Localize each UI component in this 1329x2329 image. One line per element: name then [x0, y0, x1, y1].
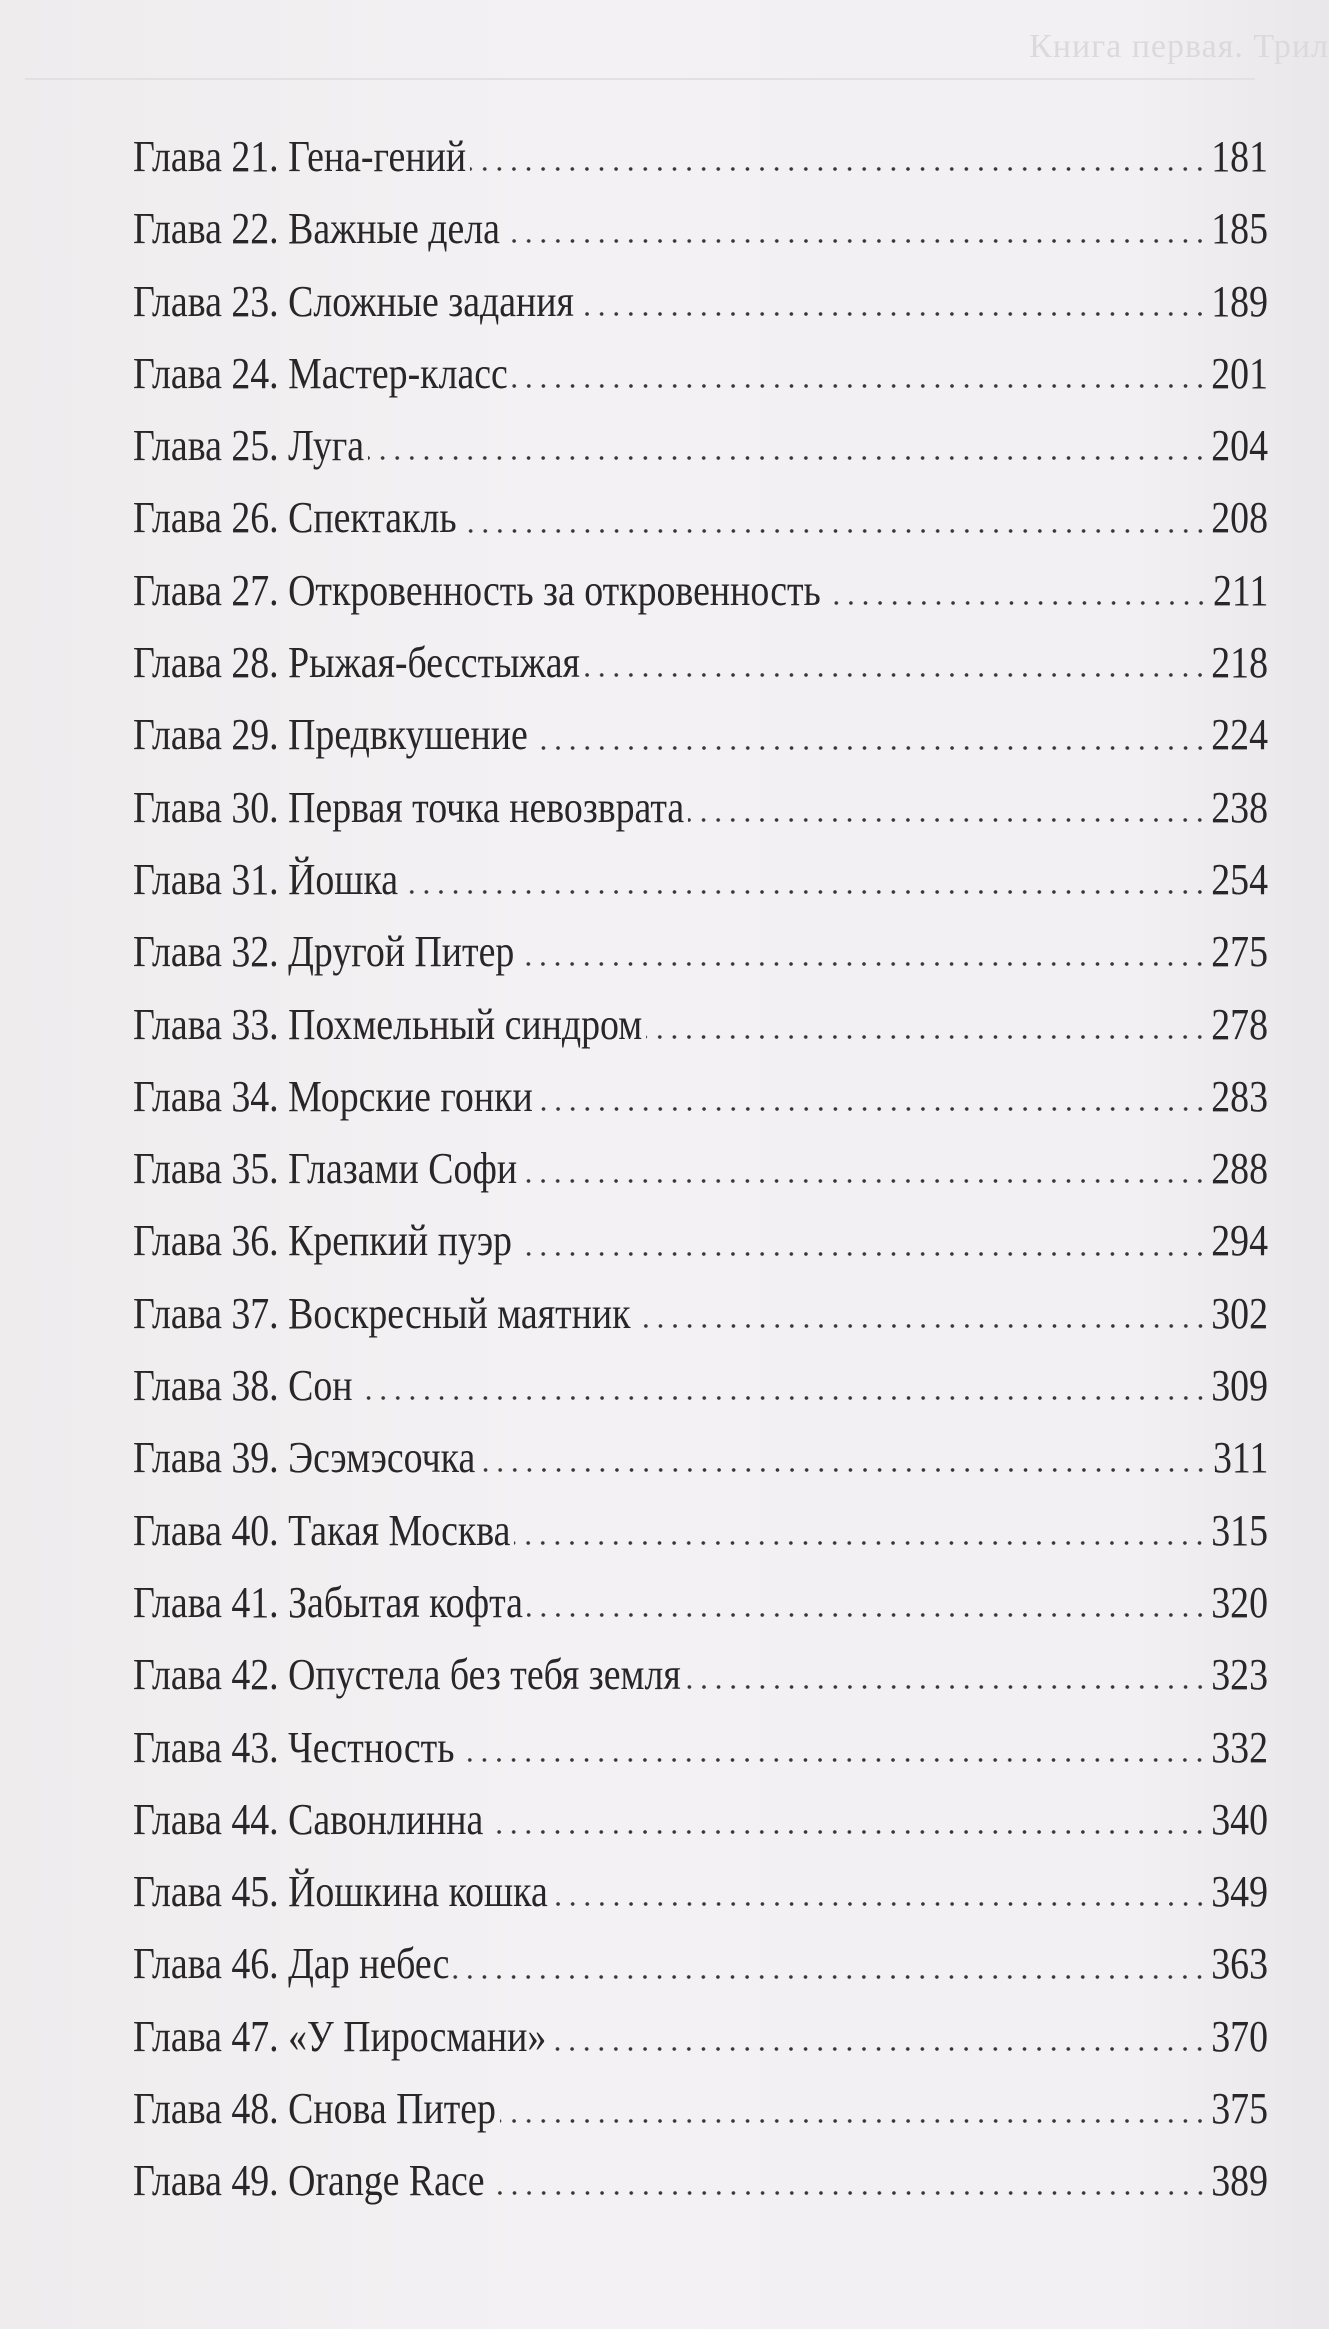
chapter-title [133, 1495, 510, 1567]
toc-entry-label [133, 1567, 523, 1639]
toc-entry [133, 2145, 1268, 2217]
toc-entry-label [133, 1350, 353, 1422]
chapter-title [133, 2145, 485, 2217]
dot-leader [635, 1292, 1208, 1336]
chapter-name: Опустела без тебя земля [288, 1650, 681, 1700]
chapter-name: Похмельный синдром [288, 999, 643, 1049]
dot-leader [532, 714, 1207, 758]
chapter-number: Глава 34. [133, 1071, 279, 1121]
dot-leader [514, 1509, 1207, 1553]
chapter-title [133, 410, 364, 482]
chapter-number: Глава 26. [133, 493, 279, 543]
page-number: 389 [1211, 2156, 1268, 2206]
chapter-name: Морские гонки [288, 1071, 533, 1121]
dot-leader [461, 497, 1208, 541]
chapter-name: Дар небес [288, 1939, 450, 1989]
chapter-name: «У Пиросмани» [288, 2011, 547, 2061]
dot-leader [521, 1147, 1207, 1191]
toc-entry [133, 627, 1268, 699]
toc-entry-label [133, 989, 642, 1061]
toc-entry [133, 338, 1268, 410]
chapter-number: Глава 45. [133, 1867, 279, 1917]
page-number: 363 [1211, 1939, 1268, 1989]
toc-entry-label [133, 2001, 546, 2073]
chapter-name: Эсэмэсочка [288, 1433, 476, 1483]
dot-leader [516, 1220, 1207, 1264]
page-number: 208 [1211, 493, 1268, 543]
page-number: 254 [1211, 854, 1268, 904]
toc-entry-label [133, 410, 364, 482]
chapter-name: Откровенность за откровенность [288, 565, 821, 615]
page-number: 311 [1212, 1433, 1268, 1483]
toc-entry [133, 699, 1268, 771]
dot-leader [537, 1075, 1208, 1119]
toc-entry-label [133, 916, 514, 988]
page-number: 375 [1211, 2084, 1268, 2134]
chapter-name: Гена-гений [288, 132, 467, 181]
toc-entry [133, 1856, 1268, 1928]
toc-entry-label [133, 1928, 449, 2000]
dot-leader [458, 1726, 1207, 1770]
chapter-title [133, 1422, 475, 1494]
toc-entry-label [133, 1712, 454, 1784]
chapter-number: Глава 44. [133, 1794, 279, 1844]
chapter-number: Глава 27. [133, 565, 279, 615]
chapter-title [133, 266, 574, 338]
page-number: 302 [1211, 1288, 1268, 1338]
chapter-title [133, 1278, 631, 1350]
toc-entry [133, 1784, 1268, 1856]
toc-entry [133, 121, 1268, 193]
chapter-number: Глава 42. [133, 1650, 279, 1700]
page-number: 185 [1211, 204, 1268, 254]
chapter-name: Orange Race [288, 2156, 485, 2206]
toc-entry [133, 266, 1268, 338]
chapter-title [133, 844, 398, 916]
page-number: 201 [1211, 348, 1268, 398]
toc-entry [133, 2073, 1268, 2145]
chapter-title [133, 2001, 546, 2073]
running-header-bleedthrough: Книга первая. Трил [1029, 28, 1329, 65]
toc-entry-label [133, 1133, 517, 1205]
toc-entry [133, 555, 1268, 627]
chapter-title [133, 1205, 512, 1277]
toc-entry [133, 410, 1268, 482]
toc-entry [133, 916, 1268, 988]
page-number: 181 [1211, 132, 1268, 181]
toc-entry-label [133, 627, 580, 699]
toc-entry [133, 772, 1268, 844]
chapter-name: Спектакль [288, 493, 457, 543]
chapter-number: Глава 32. [133, 927, 279, 977]
dot-leader [578, 280, 1207, 324]
chapter-title [133, 1639, 681, 1711]
toc-entry [133, 1495, 1268, 1567]
chapter-number: Глава 25. [133, 421, 279, 471]
page-number: 315 [1211, 1505, 1268, 1555]
dot-leader [489, 2159, 1208, 2203]
chapter-number: Глава 22. [133, 204, 279, 254]
chapter-title [133, 989, 642, 1061]
toc-entry-label [133, 193, 500, 265]
toc-entry-label [133, 1061, 533, 1133]
chapter-name: Йошкина кошка [288, 1867, 548, 1917]
page-number: 370 [1211, 2011, 1268, 2061]
chapter-number: Глава 49. [133, 2156, 279, 2206]
toc-entry-label [133, 844, 398, 916]
dot-leader [518, 930, 1207, 974]
toc-entry-label [133, 1495, 510, 1567]
chapter-number: Глава 39. [133, 1433, 279, 1483]
toc-entry [133, 1061, 1268, 1133]
chapter-name: Рыжая-бесстыжая [288, 638, 580, 688]
dot-leader [500, 2087, 1207, 2131]
toc-entry-label [133, 482, 457, 554]
dot-leader [368, 424, 1207, 468]
chapter-title [133, 482, 457, 554]
chapter-title [133, 1928, 449, 2000]
chapter-number: Глава 23. [133, 276, 279, 326]
table-of-contents [133, 121, 1268, 2218]
toc-entry-label [133, 699, 528, 771]
dot-leader [453, 1943, 1207, 1987]
chapter-number: Глава 28. [133, 638, 279, 688]
chapter-name: Честность [288, 1722, 455, 1772]
dot-leader [688, 786, 1207, 830]
toc-entry [133, 1350, 1268, 1422]
page-number: 332 [1211, 1722, 1268, 1772]
toc-entry [133, 1133, 1268, 1205]
page-number: 189 [1211, 276, 1268, 326]
dot-leader [504, 207, 1207, 251]
chapter-title [133, 1061, 533, 1133]
chapter-name: Предвкушение [288, 710, 528, 760]
chapter-title [133, 1567, 523, 1639]
toc-entry-label [133, 2073, 496, 2145]
chapter-title [133, 1133, 517, 1205]
chapter-title [133, 916, 514, 988]
chapter-number: Глава 47. [133, 2011, 279, 2061]
chapter-name: Глазами Софи [288, 1144, 518, 1194]
chapter-name: Сон [288, 1361, 353, 1411]
toc-entry-label [133, 1205, 512, 1277]
chapter-number: Глава 35. [133, 1144, 279, 1194]
page-number: 309 [1211, 1361, 1268, 1411]
toc-entry [133, 1567, 1268, 1639]
chapter-name: Мастер-класс [288, 348, 508, 398]
dot-leader [552, 1870, 1208, 1914]
chapter-number: Глава 40. [133, 1505, 279, 1555]
toc-entry [133, 989, 1268, 1061]
chapter-title [133, 193, 500, 265]
page-number: 278 [1211, 999, 1268, 1049]
toc-entry [133, 1278, 1268, 1350]
chapter-title [133, 338, 508, 410]
page-number: 204 [1211, 421, 1268, 471]
chapter-number: Глава 46. [133, 1939, 279, 1989]
chapter-title [133, 772, 684, 844]
page-number: 323 [1211, 1650, 1268, 1700]
page-number: 294 [1211, 1216, 1268, 1266]
dot-leader [487, 1798, 1207, 1842]
page-number: 340 [1211, 1794, 1268, 1844]
toc-entry [133, 1712, 1268, 1784]
toc-entry-label [133, 121, 466, 193]
chapter-name: Забытая кофта [288, 1577, 523, 1627]
toc-entry-label [133, 2145, 485, 2217]
dot-leader [402, 858, 1207, 902]
page-number: 275 [1211, 927, 1268, 977]
toc-entry-label [133, 338, 508, 410]
chapter-name: Луга [288, 421, 365, 471]
toc-entry-label [133, 1639, 681, 1711]
toc-entry-label [133, 1422, 475, 1494]
dot-leader [479, 1436, 1208, 1480]
chapter-title [133, 1350, 353, 1422]
chapter-number: Глава 31. [133, 854, 279, 904]
chapter-title [133, 1856, 548, 1928]
chapter-number: Глава 37. [133, 1288, 279, 1338]
chapter-number: Глава 33. [133, 999, 279, 1049]
dot-leader [825, 569, 1208, 613]
page-number: 238 [1211, 782, 1268, 832]
dot-leader [550, 2015, 1207, 2059]
page-number: 288 [1211, 1144, 1268, 1194]
toc-entry [133, 482, 1268, 554]
chapter-name: Сложные задания [288, 276, 574, 326]
chapter-name: Другой Питер [288, 927, 515, 977]
page-number: 349 [1211, 1867, 1268, 1917]
chapter-number: Глава 48. [133, 2084, 279, 2134]
chapter-title [133, 2073, 496, 2145]
page-number: 218 [1211, 638, 1268, 688]
toc-entry [133, 1205, 1268, 1277]
chapter-name: Воскресный маятник [288, 1288, 631, 1338]
toc-entry-label [133, 555, 821, 627]
chapter-number: Глава 38. [133, 1361, 279, 1411]
dot-leader [470, 135, 1207, 179]
chapter-name: Йошка [288, 854, 399, 904]
chapter-title [133, 1712, 454, 1784]
chapter-name: Важные дела [288, 204, 500, 254]
chapter-title [133, 555, 821, 627]
toc-entry [133, 1639, 1268, 1711]
chapter-number: Глава 21. [133, 132, 279, 181]
dot-leader [646, 1003, 1207, 1047]
dot-leader [357, 1364, 1208, 1408]
chapter-title [133, 121, 466, 193]
toc-entry-label [133, 1784, 483, 1856]
page-number: 224 [1211, 710, 1268, 760]
chapter-title [133, 627, 580, 699]
toc-entry [133, 2001, 1268, 2073]
chapter-number: Глава 36. [133, 1216, 279, 1266]
toc-entry [133, 1928, 1268, 2000]
toc-entry-label [133, 1278, 631, 1350]
toc-entry-label [133, 772, 684, 844]
chapter-title [133, 699, 528, 771]
chapter-name: Первая точка невозврата [288, 782, 685, 832]
chapter-name: Такая Москва [288, 1505, 511, 1555]
chapter-name: Крепкий пуэр [288, 1216, 512, 1266]
chapter-name: Снова Питер [288, 2084, 496, 2134]
header-rule [25, 78, 1255, 80]
toc-entry [133, 844, 1268, 916]
dot-leader [512, 352, 1207, 396]
chapter-number: Глава 24. [133, 348, 279, 398]
dot-leader [685, 1653, 1207, 1697]
toc-entry [133, 1422, 1268, 1494]
chapter-name: Савонлинна [288, 1794, 484, 1844]
chapter-number: Глава 43. [133, 1722, 279, 1772]
dot-leader [527, 1581, 1207, 1625]
chapter-number: Глава 29. [133, 710, 279, 760]
chapter-number: Глава 30. [133, 782, 279, 832]
toc-entry-label [133, 266, 574, 338]
page-number: 320 [1211, 1577, 1268, 1627]
chapter-title [133, 1784, 483, 1856]
chapter-number: Глава 41. [133, 1577, 279, 1627]
toc-entry-label [133, 1856, 548, 1928]
page-number: 283 [1211, 1071, 1268, 1121]
page-number: 211 [1212, 565, 1268, 615]
toc-entry [133, 193, 1268, 265]
dot-leader [584, 641, 1207, 685]
